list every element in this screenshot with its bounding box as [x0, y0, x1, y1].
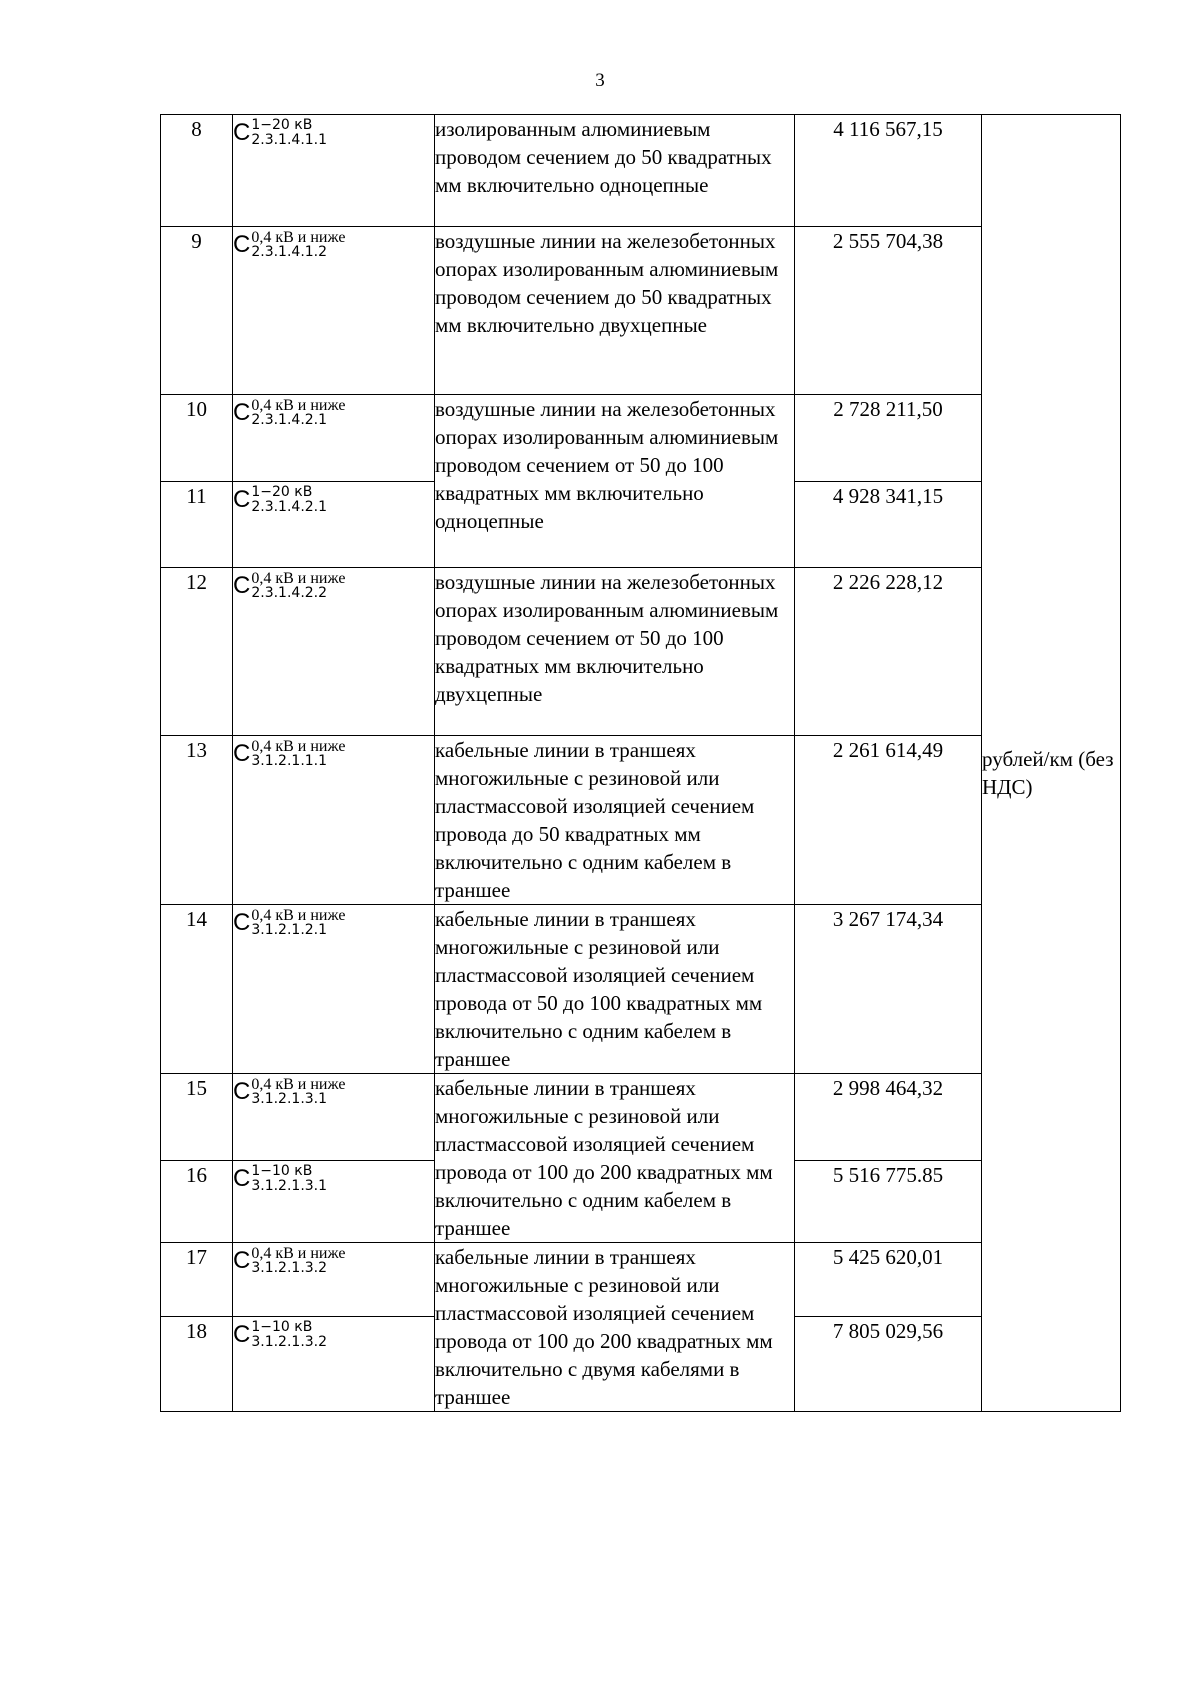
rate-code — [233, 227, 435, 395]
rate-code — [233, 115, 435, 227]
table-row — [161, 115, 1121, 227]
row-number: 13 — [161, 736, 233, 905]
rate-value: 4 928 341,15 — [795, 482, 982, 568]
rate-symbol: C — [233, 399, 251, 426]
rate-index: 2.3.1.4.2.1 — [251, 412, 328, 428]
rate-index: 2.3.1.4.1.1 — [251, 132, 328, 148]
row-number: 16 — [161, 1160, 233, 1243]
rate-value: 2 728 211,50 — [795, 395, 982, 482]
description-cell: изолированным алюминиевым проводом сечением до 50 квадратных мм включительно одноцепные — [435, 115, 795, 227]
row-number: 17 — [161, 1243, 233, 1317]
rate-code — [233, 1317, 435, 1412]
rate-value: 5 516 775.85 — [795, 1160, 982, 1243]
description-cell: кабельные линии в траншеях многожильные с резиновой или пластмассовой изоляцией сечением провода от 100 до 200 квадратных мм включительно с двумя кабелями в траншее — [435, 1243, 795, 1412]
rate-voltage: 1−20 кВ — [251, 117, 313, 133]
description-cell: кабельные линии в траншеях многожильные с резиновой или пластмассовой изоляцией сечением провода от 50 до 100 квадратных мм включительно с одним кабелем в траншее — [435, 905, 795, 1074]
rate-value: 7 805 029,56 — [795, 1317, 982, 1412]
rate-voltage: 1−20 кВ — [251, 484, 313, 500]
rate-index: 3.1.2.1.3.1 — [251, 1091, 328, 1107]
rate-symbol: C — [233, 119, 251, 146]
table-row — [161, 1243, 1121, 1317]
rate-index: 3.1.2.1.3.2 — [251, 1260, 328, 1276]
row-number: 14 — [161, 905, 233, 1074]
table-row — [161, 568, 1121, 736]
rate-symbol: C — [233, 231, 251, 258]
row-number: 15 — [161, 1074, 233, 1161]
rate-value: 4 116 567,15 — [795, 115, 982, 227]
table-row — [161, 227, 1121, 395]
rate-code — [233, 1074, 435, 1161]
rates-table — [160, 114, 1121, 1412]
rate-symbol: C — [233, 572, 251, 599]
rate-voltage: 0,4 кВ и ниже — [251, 907, 346, 924]
rate-index: 2.3.1.4.1.2 — [251, 244, 328, 260]
rate-code — [233, 905, 435, 1074]
rate-symbol: C — [233, 1321, 251, 1349]
rate-voltage: 0,4 кВ и ниже — [251, 570, 346, 587]
table-row — [161, 736, 1121, 905]
rate-voltage: 0,4 кВ и ниже — [251, 738, 346, 755]
rate-code — [233, 395, 435, 482]
unit-cell — [982, 115, 1121, 1412]
table-row — [161, 395, 1121, 482]
rate-symbol: C — [233, 909, 251, 936]
rate-value: 2 555 704,38 — [795, 227, 982, 395]
rate-index: 2.3.1.4.2.2 — [251, 585, 328, 601]
rate-symbol: C — [233, 740, 251, 767]
rate-index: 2.3.1.4.2.1 — [251, 499, 328, 515]
rate-voltage: 0,4 кВ и ниже — [251, 1245, 346, 1262]
rate-voltage: 0,4 кВ и ниже — [251, 1076, 346, 1093]
rate-value: 3 267 174,34 — [795, 905, 982, 1074]
table-row — [161, 905, 1121, 1074]
rate-symbol: C — [233, 1247, 251, 1274]
rate-code — [233, 736, 435, 905]
rate-symbol: C — [233, 1078, 251, 1105]
description-cell: воздушные линии на железобетонных опорах изолированным алюминиевым проводом сечением от 50 до 100 квадратных мм включительно одноцепные — [435, 395, 795, 568]
rate-code — [233, 568, 435, 736]
page-number: 3 — [595, 70, 605, 91]
unit-label: рублей/км (без НДС) — [982, 747, 1114, 799]
description-cell: кабельные линии в траншеях многожильные с резиновой или пластмассовой изоляцией сечением провода до 50 квадратных мм включительно с одним кабелем в траншее — [435, 736, 795, 905]
rate-voltage: 1−10 кВ — [251, 1319, 313, 1336]
rate-voltage: 0,4 кВ и ниже — [251, 397, 346, 414]
row-number: 18 — [161, 1317, 233, 1412]
row-number: 8 — [161, 115, 233, 227]
rate-code — [233, 1243, 435, 1317]
rate-index: 3.1.2.1.2.1 — [251, 922, 328, 938]
rate-value: 2 261 614,49 — [795, 736, 982, 905]
rate-value: 2 226 228,12 — [795, 568, 982, 736]
rate-code — [233, 1160, 435, 1243]
rate-code — [233, 482, 435, 568]
rate-voltage: 0,4 кВ и ниже — [251, 229, 346, 246]
row-number: 10 — [161, 395, 233, 482]
rate-symbol: C — [233, 1164, 251, 1192]
rate-value: 2 998 464,32 — [795, 1074, 982, 1161]
rate-index: 3.1.2.1.3.2 — [251, 1334, 328, 1351]
row-number: 9 — [161, 227, 233, 395]
rate-voltage: 1−10 кВ — [251, 1162, 313, 1179]
rate-value: 5 425 620,01 — [795, 1243, 982, 1317]
description-cell: кабельные линии в траншеях многожильные с резиновой или пластмассовой изоляцией сечением провода от 100 до 200 квадратных мм включительно с одним кабелем в траншее — [435, 1074, 795, 1243]
table-row — [161, 1074, 1121, 1161]
description-cell: воздушные линии на железобетонных опорах изолированным алюминиевым проводом сечением от 50 до 100 квадратных мм включительно двухцепные — [435, 568, 795, 736]
description-cell: воздушные линии на железобетонных опорах изолированным алюминиевым проводом сечением до 50 квадратных мм включительно двухцепные — [435, 227, 795, 395]
row-number: 11 — [161, 482, 233, 568]
rate-index: 3.1.2.1.3.1 — [251, 1177, 328, 1194]
rate-symbol: C — [233, 486, 251, 513]
rate-index: 3.1.2.1.1.1 — [251, 753, 328, 769]
row-number: 12 — [161, 568, 233, 736]
